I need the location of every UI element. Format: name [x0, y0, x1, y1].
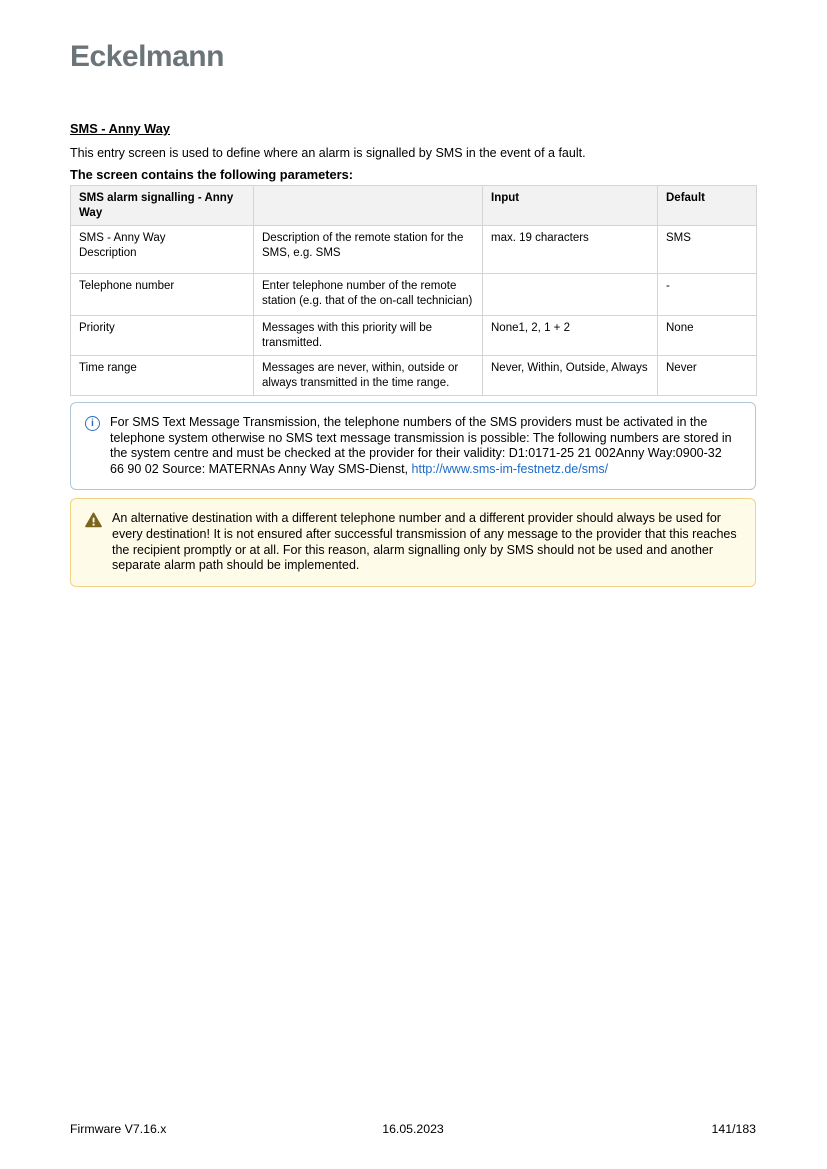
description-cell: Messages are never, within, outside or always transmitted in the time range. [254, 356, 483, 396]
intro-paragraph: This entry screen is used to define where an alarm is signalled by SMS in the event of a fault. [70, 146, 586, 160]
footer-firmware-version: Firmware V7.16.x [70, 1122, 167, 1136]
description-cell: Messages with this priority will be transmitted. [254, 316, 483, 356]
info-note-box [70, 402, 756, 490]
table-caption: The screen contains the following parameters: [70, 167, 354, 182]
footer-page-number: 141/183 [711, 1122, 756, 1136]
section-heading: SMS - Anny Way [70, 121, 171, 136]
input-cell: max. 19 characters [483, 226, 658, 274]
input-cell: None1, 2, 1 + 2 [483, 316, 658, 356]
column-header-description [254, 186, 483, 226]
column-header-default: Default [658, 186, 757, 226]
table-row [71, 226, 757, 274]
param-cell: Time range [71, 356, 254, 396]
sms-provider-link[interactable]: http://www.sms-im-festnetz.de/sms/ [411, 461, 609, 476]
input-cell: Never, Within, Outside, Always [483, 356, 658, 396]
default-cell: SMS [658, 226, 757, 274]
parameters-table [70, 185, 757, 396]
table-row [71, 356, 757, 396]
param-cell [71, 226, 254, 274]
info-text: For SMS Text Message Transmission, the telephone numbers of the SMS providers must be activated in the telephone system otherwise no SMS text message transmission is possible: The following numbers are stored in the system centre and must be checked at the provider for their validity: D1:0171-25 21 002Anny Way:0900-32 66 90 02 Source: MATERNAs Anny Way SMS-Dienst, [110, 415, 732, 476]
column-header-input: Input [483, 186, 658, 226]
param-label: Description [79, 246, 137, 259]
input-cell [483, 274, 658, 316]
info-icon: i [85, 416, 100, 431]
param-cell: Telephone number [71, 274, 254, 316]
param-group-label: SMS - Anny Way [79, 232, 166, 244]
warning-note-box [70, 498, 756, 586]
page-footer [70, 1122, 756, 1138]
table-row [71, 274, 757, 316]
default-cell: - [658, 274, 757, 316]
company-logo: Eckelmann [70, 40, 224, 73]
default-cell: None [658, 316, 757, 356]
warning-text: An alternative destination with a different telephone number and a different provider should always be used for every destination! It is not ensured after successful transmission of any message to the provider that this reaches the recipient promptly or at all. For this reason, alarm signalling only by SMS should not be used and another separate alarm path should be implemented. [112, 511, 737, 573]
description-cell: Description of the remote station for the SMS, e.g. SMS [254, 226, 483, 274]
info-note-text [110, 415, 739, 477]
param-cell: Priority [71, 316, 254, 356]
table-header-row [71, 186, 757, 226]
description-cell: Enter telephone number of the remote station (e.g. that of the on-call technician) [254, 274, 483, 316]
table-row [71, 316, 757, 356]
column-header-parameter: SMS alarm signalling - Anny Way [71, 186, 254, 226]
footer-date: 16.05.2023 [382, 1122, 444, 1136]
default-cell: Never [658, 356, 757, 396]
warning-icon [85, 512, 102, 528]
